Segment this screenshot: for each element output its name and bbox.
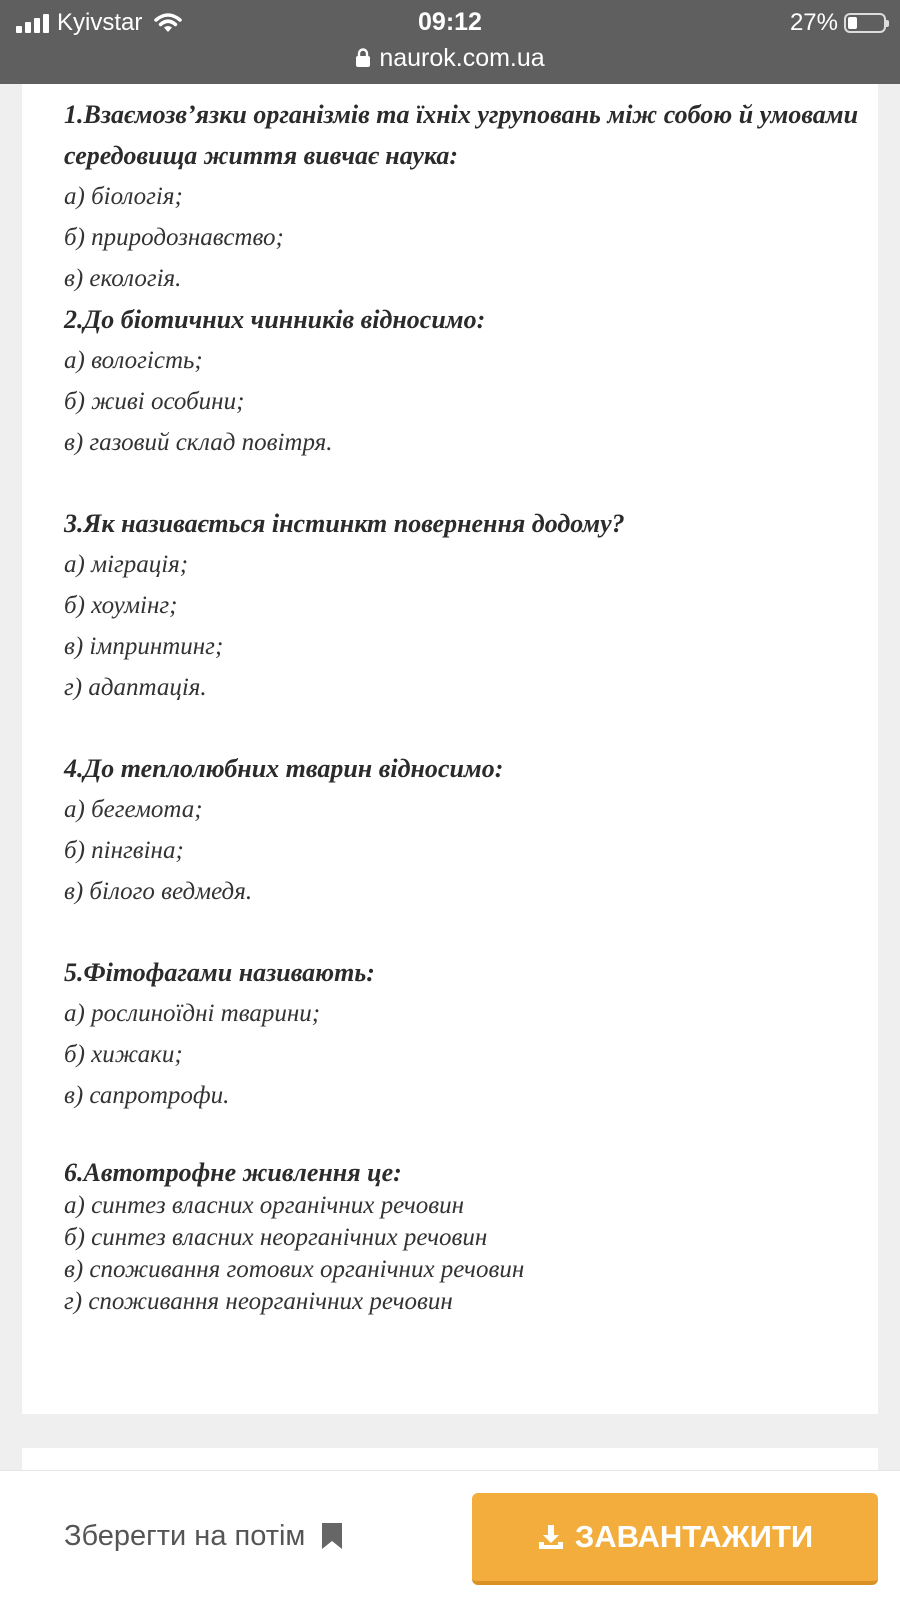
url-text: naurok.com.ua <box>379 43 545 72</box>
question-block <box>64 503 864 708</box>
bookmark-icon <box>321 1522 343 1550</box>
answer-option: а) бегемота; <box>64 796 203 823</box>
download-icon <box>537 1523 565 1551</box>
answer-option: г) адаптація. <box>64 674 207 701</box>
clock: 09:12 <box>418 8 482 36</box>
answer-option: б) хоумінг; <box>64 592 178 619</box>
answer-option: б) живі особини; <box>64 388 245 415</box>
question-block <box>64 1156 864 1318</box>
answer-option: а) синтез власних органічних речовин <box>64 1192 465 1219</box>
address-bar[interactable] <box>0 42 900 74</box>
download-button[interactable] <box>472 1493 878 1585</box>
test-document <box>64 94 864 1318</box>
answer-option: в) імпринтинг; <box>64 633 224 660</box>
answer-option: в) сапротрофи. <box>64 1082 230 1109</box>
status-bar <box>0 0 900 84</box>
answer-option: а) міграція; <box>64 551 189 578</box>
battery-icon <box>844 13 886 33</box>
answer-option: а) біологія; <box>64 183 183 210</box>
question-title: 1.Взаємозв’язки організмів та їхніх угруповань між собою й умовами середовища життя вивчає наука: <box>64 100 859 170</box>
answer-option: г) споживання неорганічних речовин <box>64 1288 453 1315</box>
carrier-name: Kyivstar <box>57 9 143 36</box>
answer-option: б) природознавство; <box>64 224 284 251</box>
question-title: 2.До біотичних чинників відносимо: <box>64 305 486 334</box>
bottom-action-bar <box>0 1470 900 1601</box>
save-label: Зберегти на потім <box>64 1519 306 1552</box>
question-block <box>64 299 864 463</box>
question-block <box>64 952 864 1116</box>
answer-option: в) білого ведмедя. <box>64 878 253 905</box>
question-block <box>64 94 864 299</box>
question-title: 5.Фітофагами називають: <box>64 958 375 987</box>
answer-option: б) синтез власних неорганічних речовин <box>64 1224 488 1251</box>
question-title: 3.Як називається інстинкт повернення додому? <box>64 509 625 538</box>
question-block <box>64 748 864 912</box>
answer-option: б) пінгвіна; <box>64 837 184 864</box>
question-title: 4.До теплолюбних тварин відносимо: <box>64 754 504 783</box>
answer-option: б) хижаки; <box>64 1041 183 1068</box>
battery-percent: 27% <box>789 9 838 36</box>
content-card <box>22 84 878 1414</box>
save-for-later-button[interactable] <box>64 1511 343 1561</box>
question-title: 6.Автотрофне живлення це: <box>64 1158 402 1187</box>
download-label: ЗАВАНТАЖИТИ <box>574 1519 814 1554</box>
answer-option: а) вологість; <box>64 347 203 374</box>
answer-option: а) рослиноїдні тварини; <box>64 1000 321 1027</box>
answer-option: в) екологія. <box>64 265 182 292</box>
answer-option: в) газовий склад повітря. <box>64 429 333 456</box>
answer-option: в) споживання готових органічних речовин <box>64 1256 525 1283</box>
status-right <box>790 8 886 38</box>
battery-level <box>848 17 857 29</box>
lock-icon <box>355 48 371 68</box>
